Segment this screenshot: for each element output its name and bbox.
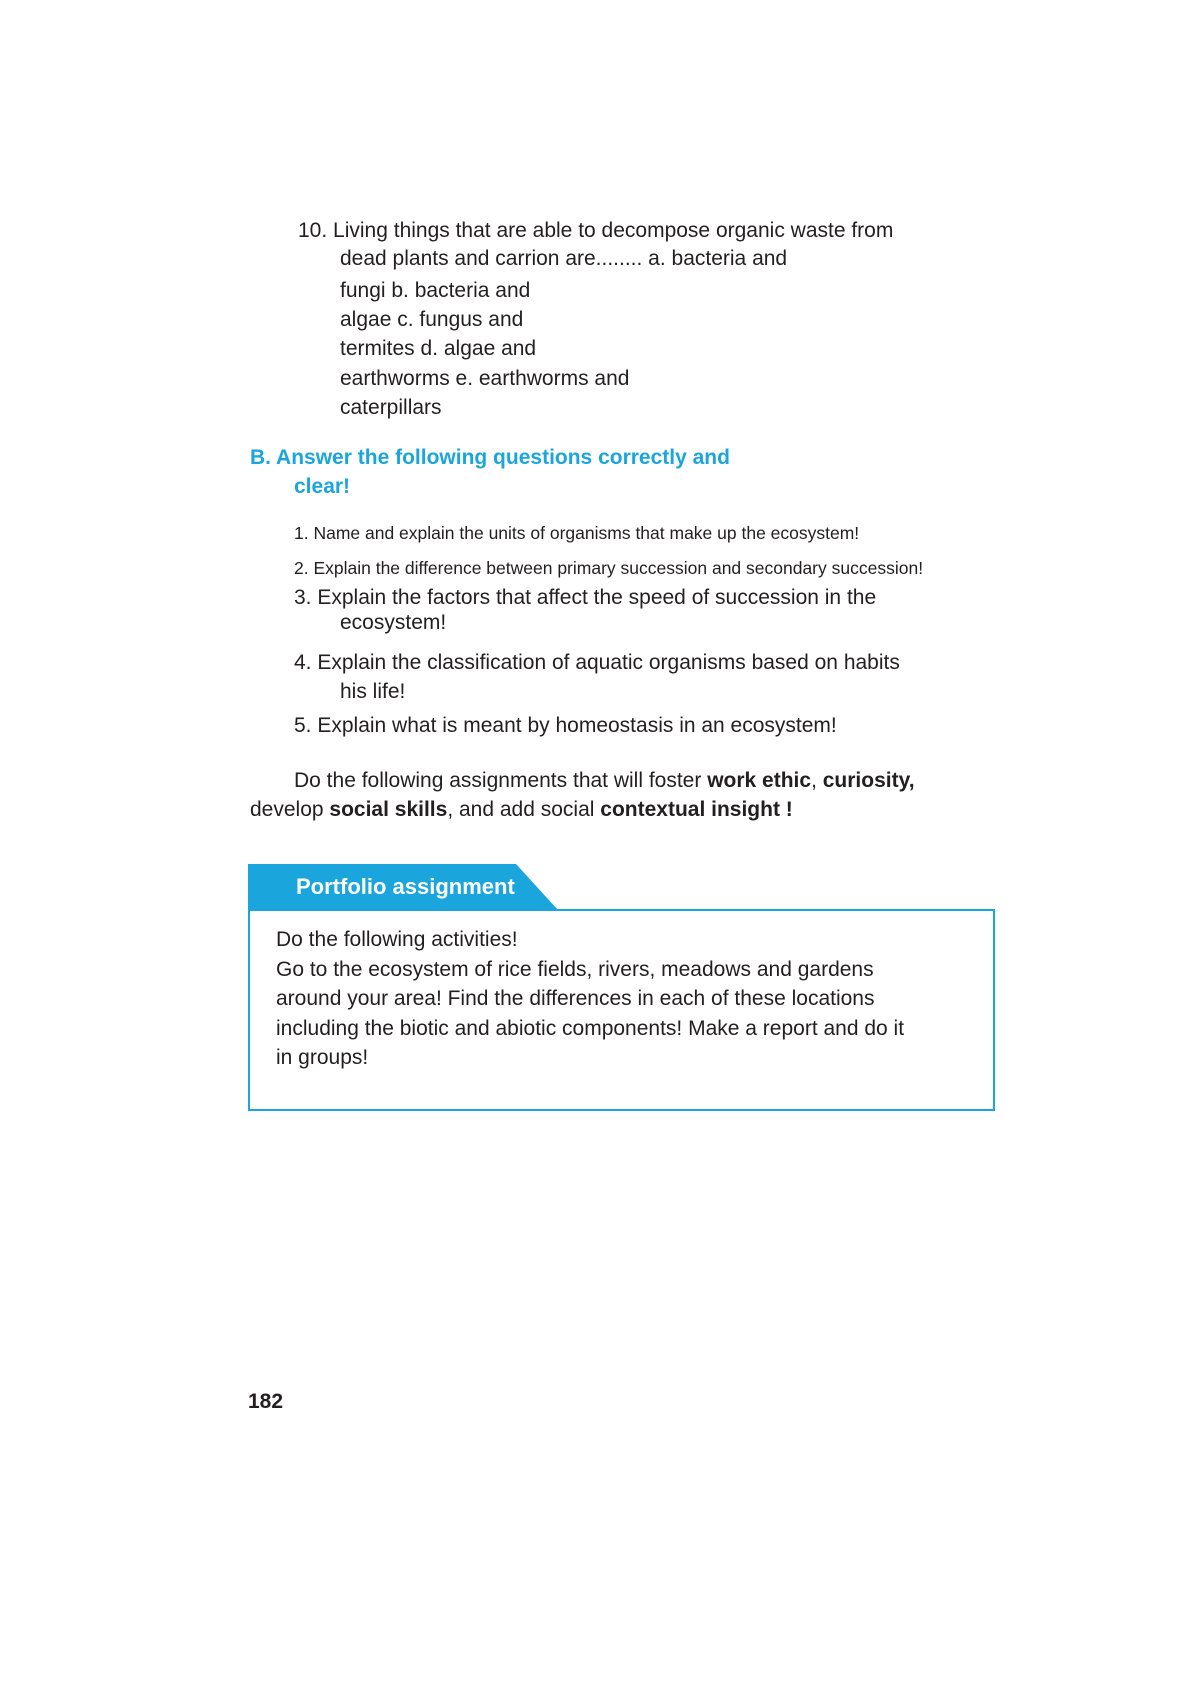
question-10-line-3: fungi b. bacteria and xyxy=(340,279,531,302)
page-number: 182 xyxy=(248,1390,284,1413)
portfolio-line-2: Go to the ecosystem of rice fields, rivers, meadows and gardens xyxy=(276,957,874,981)
section-b-question-3-cont: ecosystem! xyxy=(340,611,447,634)
portfolio-line-3: around your area! Find the differences in each of these locations xyxy=(276,987,875,1010)
assignment-text-4: develop xyxy=(250,798,330,821)
portfolio-title: Portfolio assignment xyxy=(296,874,515,899)
assignment-paragraph-line-2 xyxy=(250,795,793,824)
section-b-question-3: 3. Explain the factors that affect the speed of succession in the xyxy=(294,586,877,609)
question-10-line-4: algae c. fungus and xyxy=(340,308,524,331)
section-b-heading: B. Answer the following questions correctly and xyxy=(250,446,730,469)
section-b-question-5: 5. Explain what is meant by homeostasis in an ecosystem! xyxy=(294,714,837,737)
question-10-line-1: 10. Living things that are able to decompose organic waste from xyxy=(298,219,894,242)
assignment-bold-contextual-insight: contextual insight ! xyxy=(600,798,793,821)
assignment-text-5: , and add social xyxy=(447,798,601,821)
question-10-line-7: caterpillars xyxy=(340,396,442,419)
assignment-bold-social-skills: social skills xyxy=(329,798,448,821)
portfolio-line-5: in groups! xyxy=(276,1046,369,1069)
assignment-bold-work-ethic: work ethic xyxy=(707,769,812,792)
portfolio-box xyxy=(248,909,995,1111)
section-b-question-4: 4. Explain the classification of aquatic organisms based on habits xyxy=(294,651,900,674)
portfolio-line-1: Do the following activities! xyxy=(276,928,518,951)
section-b-question-2: 2. Explain the difference between primary succession and secondary succession! xyxy=(294,558,924,578)
section-b-heading-cont: clear! xyxy=(294,475,351,498)
assignment-paragraph-line-1 xyxy=(294,766,915,795)
assignment-text-1: Do the following assignments that will foster xyxy=(294,769,708,792)
question-10-line-2: dead plants and carrion are........ a. bacteria and xyxy=(340,247,788,270)
portfolio-tab xyxy=(248,864,558,910)
section-b-question-1: 1. Name and explain the units of organisms that make up the ecosystem! xyxy=(294,523,860,543)
question-10-line-5: termites d. algae and xyxy=(340,337,537,360)
assignment-bold-curiosity: curiosity xyxy=(822,769,909,792)
portfolio-line-4: including the biotic and abiotic components! Make a report and do it xyxy=(276,1016,905,1040)
assignment-text-3: , xyxy=(908,769,915,792)
question-10-line-6: earthworms e. earthworms and xyxy=(340,367,630,390)
assignment-text-2: , xyxy=(811,769,823,792)
section-b-question-4-cont: his life! xyxy=(340,680,406,703)
portfolio-body xyxy=(276,925,904,1073)
